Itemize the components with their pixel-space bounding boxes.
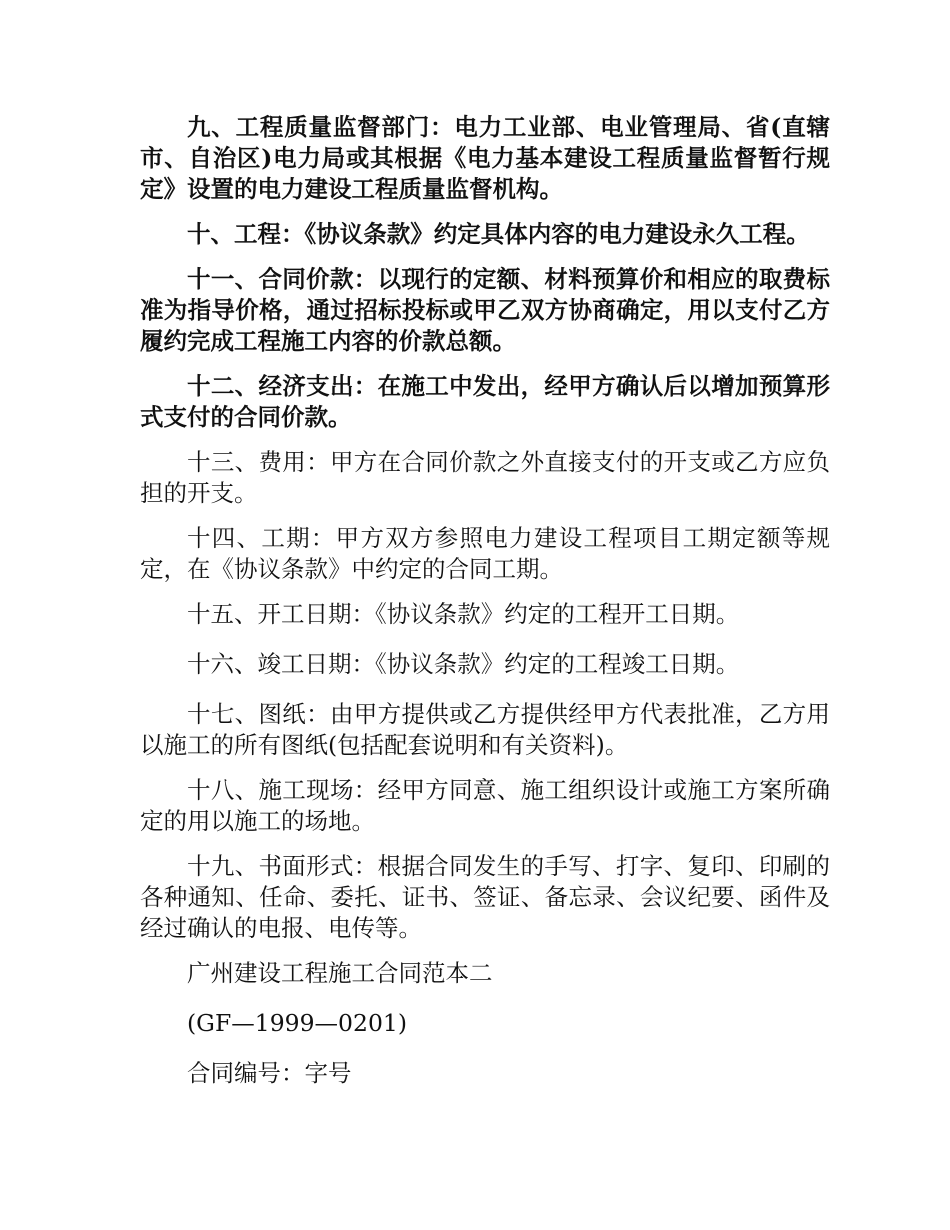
clause-11-paragraph: 十一、合同价款：以现行的定额、材料预算价和相应的取费标准为指导价格，通过招标投标或甲乙双方协商确定，用以支付乙方履约完成工程施工内容的价款总额。 — [140, 265, 830, 355]
contract-number-line: 合同编号：字号 — [187, 1059, 352, 1087]
clause-16-paragraph: 十六、竣工日期：《协议条款》约定的工程竣工日期。 — [187, 650, 740, 678]
clause-14-paragraph: 十四、工期：甲方双方参照电力建设工程项目工期定额等规定，在《协议条款》中约定的合同工期。 — [140, 524, 830, 583]
clause-15-paragraph: 十五、开工日期：《协议条款》约定的工程开工日期。 — [187, 600, 740, 628]
document-page — [140, 112, 830, 1108]
clause-18-paragraph: 十八、施工现场：经甲方同意、施工组织设计或施工方案所确定的用以施工的场地。 — [140, 776, 830, 835]
clause-12-paragraph: 十二、经济支出：在施工中发出，经甲方确认后以增加预算形式支付的合同价款。 — [140, 372, 830, 431]
clause-17-paragraph: 十七、图纸：由甲方提供或乙方提供经甲方代表批准，乙方用以施工的所有图纸(包括配套说明和有关资料)。 — [140, 700, 830, 759]
clause-13-paragraph: 十三、费用：甲方在合同价款之外直接支付的开支或乙方应负担的开支。 — [140, 448, 830, 507]
contract-code: (GF—1999—0201) — [187, 1009, 408, 1037]
clause-9-paragraph: 九、工程质量监督部门：电力工业部、电业管理局、省(直辖市、自治区)电力局或其根据《电力基本建设工程质量监督暂行规定》设置的电力建设工程质量监督机构。 — [140, 113, 830, 203]
clause-10-paragraph: 十、工程：《协议条款》约定具体内容的电力建设永久工程。 — [187, 220, 810, 248]
contract-title: 广州建设工程施工合同范本二 — [187, 959, 493, 987]
clause-19-paragraph: 十九、书面形式：根据合同发生的手写、打字、复印、印刷的各种通知、任命、委托、证书、签证、备忘录、会议纪要、函件及经过确认的电报、电传等。 — [140, 852, 830, 942]
